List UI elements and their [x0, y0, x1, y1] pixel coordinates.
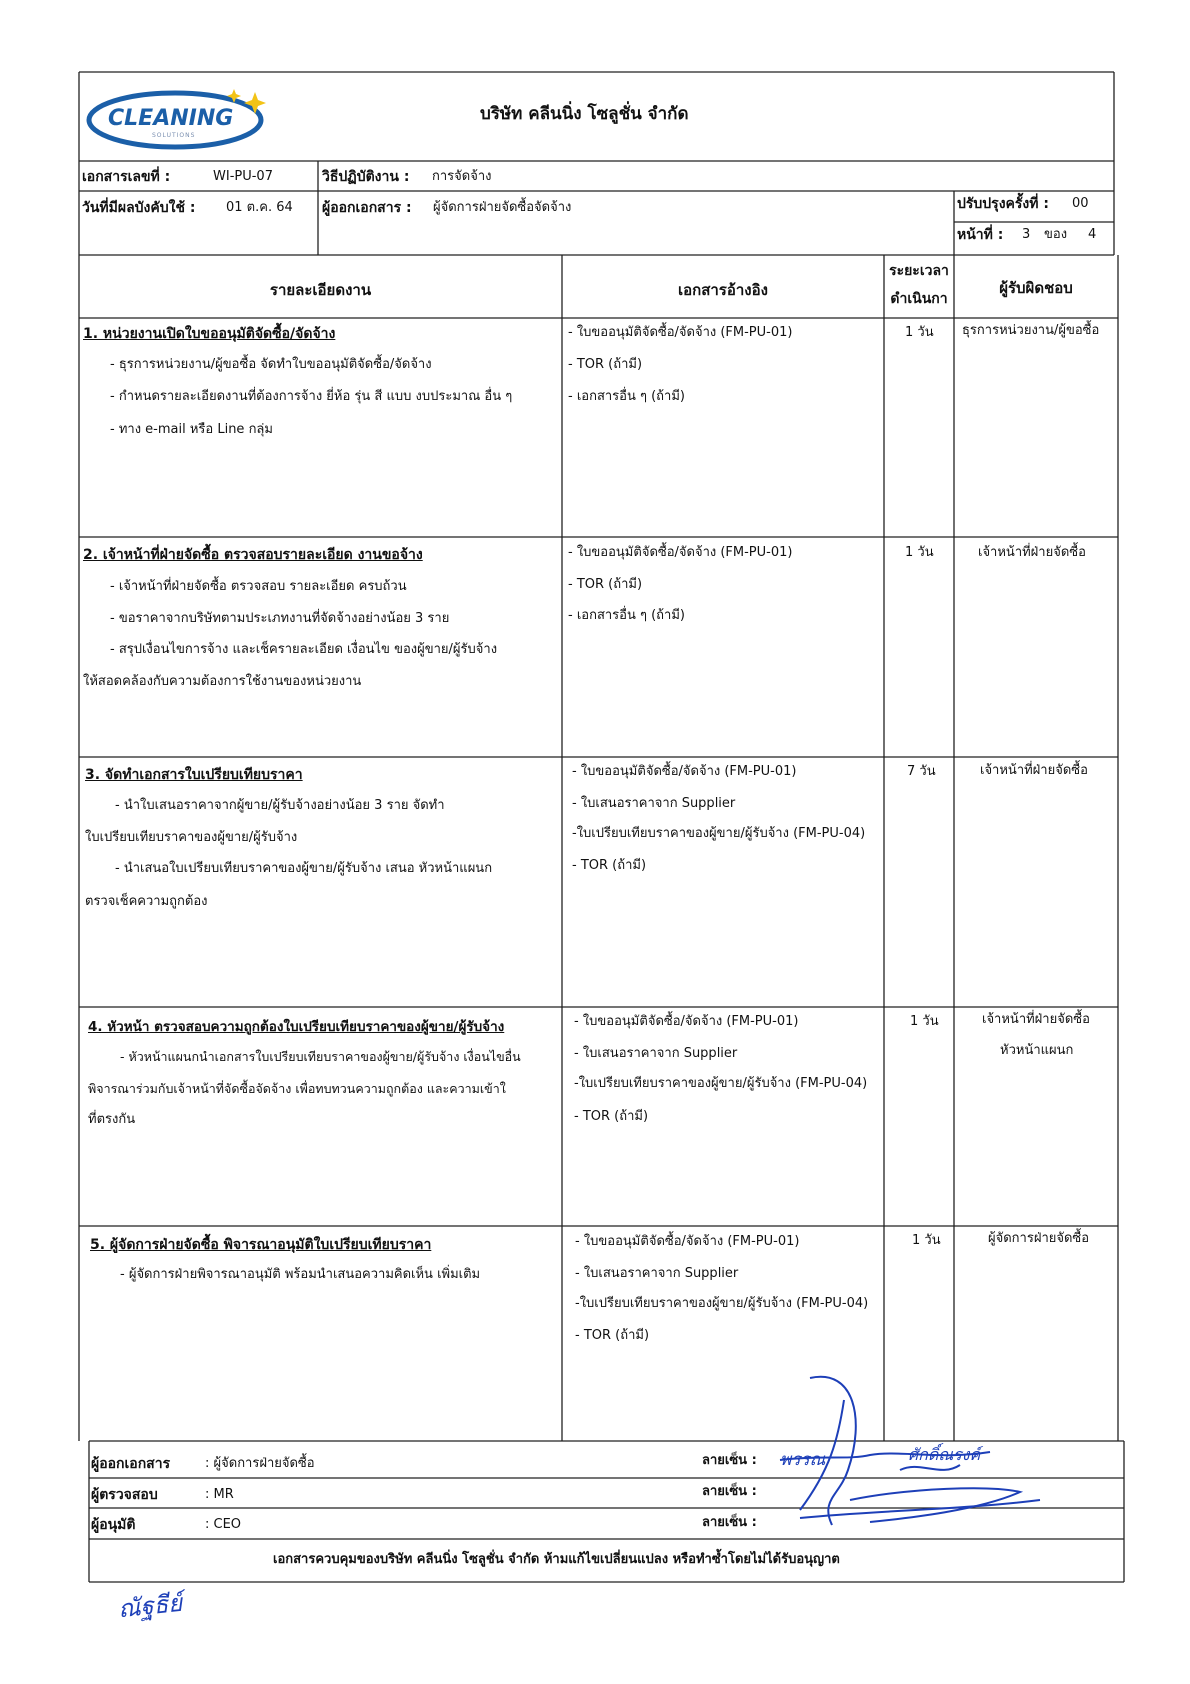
- revision-value: 00: [1072, 196, 1089, 211]
- handwritten-initial: ณัฐธีย์: [116, 1588, 184, 1624]
- row-title: 4. หัวหน้า ตรวจสอบความถูกต้องใบเปรียบเทียบราคาของผู้ขาย/ผู้รับจ้าง: [88, 1019, 505, 1035]
- row-title: 1. หน่วยงานเปิดใบขออนุมัติจัดซื้อ/จัดจ้าง: [83, 326, 336, 342]
- ref-item: - TOR (ถ้ามี): [568, 577, 643, 592]
- signer-issuer-sign-label: ลายเซ็น :: [702, 1453, 757, 1468]
- row-line: ตรวจเช็คความถูกต้อง: [85, 894, 208, 909]
- signer-issuer-label: ผู้ออกเอกสาร: [91, 1456, 171, 1472]
- signer-reviewer-label: ผู้ตรวจสอบ: [91, 1487, 158, 1503]
- page-label: หน้าที่ :: [957, 227, 1004, 243]
- responsible: เจ้าหน้าที่ฝ่ายจัดซื้อ: [978, 545, 1086, 560]
- ref-item: -ใบเปรียบเทียบราคาของผู้ขาย/ผู้รับจ้าง (FM-PU-04): [572, 826, 866, 841]
- procedure-value: การจัดจ้าง: [432, 169, 492, 184]
- responsible: เจ้าหน้าที่ฝ่ายจัดซื้อ: [982, 1012, 1090, 1027]
- doc-no-value: WI-PU-07: [213, 169, 273, 184]
- revision-label: ปรับปรุงครั้งที่ :: [957, 196, 1049, 212]
- handwritten-signature-icon: [760, 1360, 1090, 1540]
- ref-item: - ใบขออนุมัติจัดซื้อ/จัดจ้าง (FM-PU-01): [572, 764, 797, 779]
- responsible: หัวหน้าแผนก: [1000, 1043, 1074, 1058]
- company-logo: [82, 80, 277, 152]
- responsible: เจ้าหน้าที่ฝ่ายจัดซื้อ: [980, 763, 1088, 778]
- signer-approver-value: : CEO: [205, 1517, 242, 1532]
- ref-item: - ใบขออนุมัติจัดซื้อ/จัดจ้าง (FM-PU-01): [568, 325, 793, 340]
- row-line: - ทาง e-mail หรือ Line กลุ่ม: [110, 422, 273, 437]
- logo-text: CLEANING: [108, 106, 234, 131]
- company-name: บริษัท คลีนนิ่ง โซลูชั่น จำกัด: [480, 104, 689, 124]
- ref-item: -ใบเปรียบเทียบราคาของผู้ขาย/ผู้รับจ้าง (FM-PU-04): [575, 1296, 869, 1311]
- page-total: 4: [1088, 227, 1097, 242]
- duration: 1 วัน: [905, 325, 934, 340]
- responsible: ธุรการหน่วยงาน/ผู้ขอซื้อ: [962, 323, 1100, 338]
- row-title: 2. เจ้าหน้าที่ฝ่ายจัดซื้อ ตรวจสอบรายละเอียด งานขอจ้าง: [83, 547, 423, 563]
- header-duration-2: ดำเนินกา: [890, 291, 948, 307]
- procedure-label: วิธีปฏิบัติงาน :: [322, 169, 410, 185]
- signer-reviewer-value: : MR: [205, 1487, 234, 1502]
- ref-item: - ใบขออนุมัติจัดซื้อ/จัดจ้าง (FM-PU-01): [568, 545, 793, 560]
- logo-subtext: SOLUTIONS: [152, 132, 196, 139]
- ref-item: - TOR (ถ้ามี): [574, 1109, 649, 1124]
- row-line: - หัวหน้าแผนกนำเอกสารใบเปรียบเทียบราคาของผู้ขาย/ผู้รับจ้าง เงื่อนไขอื่น: [120, 1049, 521, 1064]
- row-line: - ขอราคาจากบริษัทตามประเภทงานที่จัดจ้างอย่างน้อย 3 ราย: [110, 611, 450, 626]
- row-line: - สรุปเงื่อนไขการจ้าง และเช็ครายละเอียด เงื่อนไข ของผู้ขาย/ผู้รับจ้าง: [110, 642, 498, 657]
- row-line: พิจารณาร่วมกับเจ้าหน้าที่จัดซื้อจัดจ้าง เพื่อทบทวนความถูกต้อง และความเข้าใ: [88, 1081, 506, 1096]
- row-title: 5. ผู้จัดการฝ่ายจัดซื้อ พิจารณาอนุมัติใบเปรียบเทียบราคา: [90, 1237, 432, 1253]
- row-line: - ผู้จัดการฝ่ายพิจารณาอนุมัติ พร้อมนำเสนอความคิดเห็น เพิ่มเติม: [120, 1267, 481, 1282]
- page-of: ของ: [1044, 227, 1068, 242]
- ref-item: - TOR (ถ้ามี): [575, 1328, 650, 1343]
- row-title: 3. จัดทำเอกสารใบเปรียบเทียบราคา: [85, 767, 303, 783]
- row-line: - ธุรการหน่วยงาน/ผู้ขอซื้อ จัดทำใบขออนุมัติจัดซื้อ/จัดจ้าง: [110, 357, 432, 372]
- signer-approver-label: ผู้อนุมัติ: [91, 1517, 136, 1533]
- header-responsible: ผู้รับผิดชอบ: [999, 279, 1073, 297]
- signer-approver-sign-label: ลายเซ็น :: [702, 1515, 757, 1530]
- footer-notice: เอกสารควบคุมของบริษัท คลีนนิ่ง โซลูชั่น จำกัด ห้ามแก้ไขเปลี่ยนแปลง หรือทำซ้ำโดยไม่ได้รับอนุญาต: [273, 1552, 840, 1567]
- row-line: ให้สอดคล้องกับความต้องการใช้งานของหน่วยงาน: [83, 674, 362, 689]
- duration: 7 วัน: [907, 764, 936, 779]
- issuer-label: ผู้ออกเอกสาร :: [322, 200, 412, 216]
- row-line: ที่ตรงกัน: [88, 1112, 136, 1127]
- ref-item: - ใบเสนอราคาจาก Supplier: [572, 796, 736, 811]
- responsible: ผู้จัดการฝ่ายจัดซื้อ: [988, 1231, 1090, 1246]
- effective-date-label: วันที่มีผลบังคับใช้ :: [82, 200, 196, 216]
- ref-item: - ใบขออนุมัติจัดซื้อ/จัดจ้าง (FM-PU-01): [574, 1014, 799, 1029]
- header-duration-1: ระยะเวลา: [889, 263, 949, 279]
- duration: 1 วัน: [910, 1014, 939, 1029]
- row-line: ใบเปรียบเทียบราคาของผู้ขาย/ผู้รับจ้าง: [85, 830, 298, 845]
- ref-item: - เอกสารอื่น ๆ (ถ้ามี): [568, 608, 685, 623]
- ref-item: - ใบขออนุมัติจัดซื้อ/จัดจ้าง (FM-PU-01): [575, 1234, 800, 1249]
- duration: 1 วัน: [912, 1233, 941, 1248]
- ref-item: - TOR (ถ้ามี): [568, 357, 643, 372]
- row-line: - เจ้าหน้าที่ฝ่ายจัดซื้อ ตรวจสอบ รายละเอียด ครบถ้วน: [110, 579, 407, 594]
- signature-text-2: ศักดิ์ณรงค์: [908, 1445, 981, 1464]
- effective-date-value: 01 ต.ค. 64: [226, 200, 293, 215]
- signer-reviewer-sign-label: ลายเซ็น :: [702, 1484, 757, 1499]
- ref-item: - ใบเสนอราคาจาก Supplier: [574, 1046, 738, 1061]
- header-reference: เอกสารอ้างอิง: [678, 281, 768, 299]
- doc-no-label: เอกสารเลขที่ :: [82, 169, 171, 185]
- ref-item: - TOR (ถ้ามี): [572, 858, 647, 873]
- row-line: - นำเสนอใบเปรียบเทียบราคาของผู้ขาย/ผู้รับจ้าง เสนอ หัวหน้าแผนก: [115, 861, 493, 876]
- issuer-value: ผู้จัดการฝ่ายจัดซื้อจัดจ้าง: [433, 200, 572, 215]
- signer-issuer-value: : ผู้จัดการฝ่ายจัดซื้อ: [205, 1456, 315, 1471]
- signature-text-1: พรรณ: [780, 1450, 826, 1470]
- ref-item: - เอกสารอื่น ๆ (ถ้ามี): [568, 389, 685, 404]
- duration: 1 วัน: [905, 545, 934, 560]
- page-number: 3: [1022, 227, 1031, 242]
- header-detail: รายละเอียดงาน: [269, 281, 372, 299]
- row-line: - กำหนดรายละเอียดงานที่ต้องการจ้าง ยี่ห้อ รุ่น สี แบบ งบประมาณ อื่น ๆ: [110, 389, 513, 404]
- row-line: - นำใบเสนอราคาจากผู้ขาย/ผู้รับจ้างอย่างน้อย 3 ราย จัดทำ: [115, 798, 445, 813]
- ref-item: - ใบเสนอราคาจาก Supplier: [575, 1266, 739, 1281]
- ref-item: -ใบเปรียบเทียบราคาของผู้ขาย/ผู้รับจ้าง (FM-PU-04): [574, 1076, 868, 1091]
